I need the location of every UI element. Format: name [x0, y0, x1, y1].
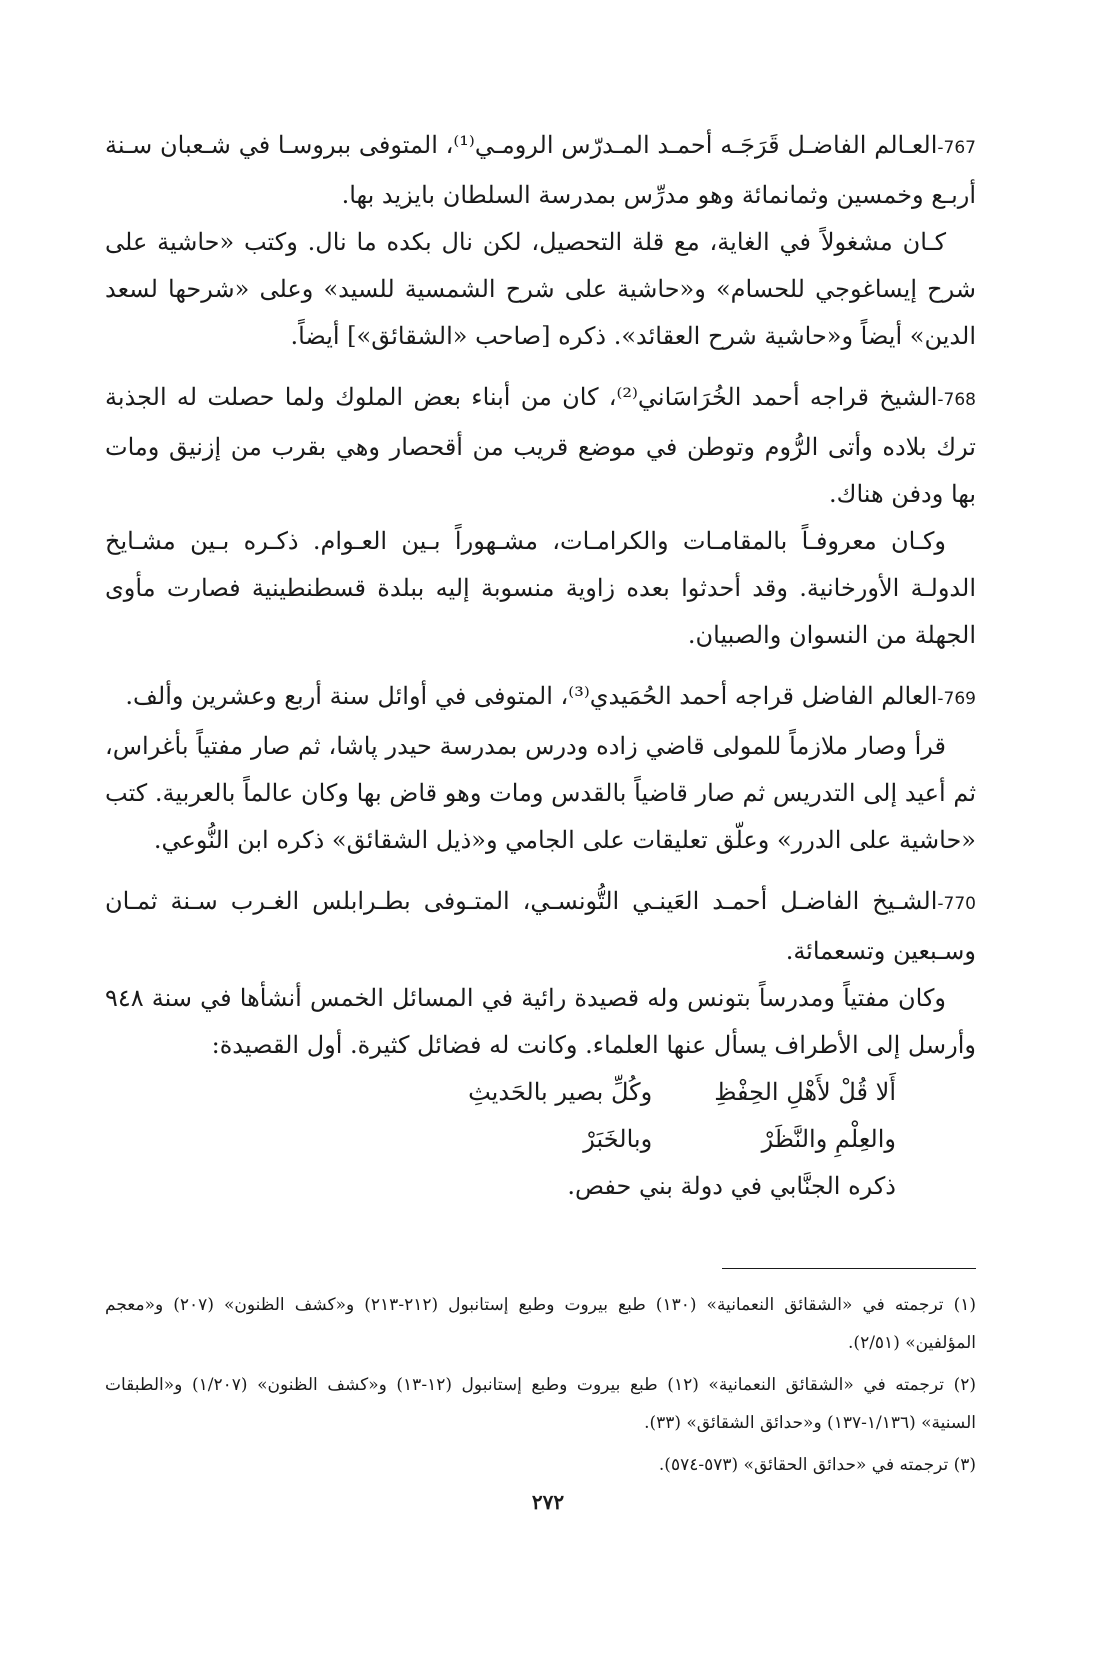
main-text: [105, 122, 976, 1224]
entry-paragraph: كـان مشغولاً في الغاية، مع قلة التحصيل، لكن نال بكده ما نال. وكتب «حاشية على شرح إيساغوجي للحسام» و«حاشية على شرح الشمسية للسيد» وعلى «شرحها لسعد الدين» أيضاً و«حاشية شرح العقائد». ذكره [صاحب «الشقائق»] أيضاً.: [105, 228, 976, 350]
entry-heading: [105, 374, 976, 518]
poem-verse: [456, 1069, 896, 1163]
verse-first-hemistich: أَلا قُلْ لأَهْلِ الحِفْظِ والعِلْمِ والنَّظَرْ: [714, 1078, 896, 1153]
footnotes: [105, 1286, 976, 1488]
entry-paragraph: وكان مفتياً ومدرساً بتونس وله قصيدة رائية في المسائل الخمس أنشأها في سنة ٩٤٨ وأرسل إلى الأطراف يسأل عنها العلماء. وكانت له فضائل كثيرة. أول القصيدة:: [105, 984, 976, 1059]
entry-number: 767-: [937, 138, 976, 158]
entry-heading-text: الشـيخ الفاضـل أحمـد العَينـي التُّونسـي، المتـوفى بطـرابلس الغـرب سـنة ثمـان وسـبعين وتسعمائة.: [105, 887, 976, 965]
footnote: (١) ترجمته في «الشقائق النعمانية» (١٣٠) طبع بيروت وطبع إستانبول (٢١٢-٢١٣) و«كشف الظنون» (٢٠٧) و«معجم المؤلفين» (٢/٥١).: [105, 1295, 976, 1353]
entry-paragraph: وكـان معروفـاً بالمقامـات والكرامـات، مشـهوراً بـين العـوام. ذكـره بـين مشـايخ الدولـة الأورخانية. وقد أحدثوا بعده زاوية منسوبة إليه ببلدة قسطنطينية فصارت مأوى الجهلة من النسوان والصبيان.: [105, 527, 976, 649]
entry-767: [105, 122, 976, 360]
page-number: ٢٧٢: [531, 1490, 565, 1514]
entry-number: 768-: [937, 390, 976, 410]
entry-paragraph: قرأ وصار ملازماً للمولى قاضي زاده ودرس بمدرسة حيدر پاشا، ثم صار مفتياً بأغراس، ثم أعيد إلى التدريس ثم صار قاضياً بالقدس ومات وهو قاض بها وكان عالماً بالعربية. كتب «حاشية على الدرر» وعلّق تعليقات على الجامي و«ذيل الشقائق» ذكره ابن النُّوعي.: [105, 732, 976, 854]
entry-heading: [105, 122, 976, 219]
entry-770: [105, 878, 976, 1210]
entry-heading: [105, 673, 976, 723]
entry-769: [105, 673, 976, 864]
footnote-divider: [722, 1268, 976, 1269]
entry-768: [105, 374, 976, 659]
entry-number: 769-: [937, 689, 976, 709]
footnote: (٢) ترجمته في «الشقائق النعمانية» (١٢) طبع بيروت وطبع إستانبول (١٢-١٣) و«كشف الظنون» (١/٢٠٧) و«الطبقات السنية» (١/١٣٦-١٣٧) و«حدائق الشقائق» (٣٣).: [105, 1375, 976, 1433]
entry-heading-text: العـالم الفاضـل قَرَجَـه أحمـد المـدرّس الرومـي⁽¹⁾، المتوفى ببروسـا في شـعبان سـنة أربـع وخمسين وثمانمائة وهو مدرِّس بمدرسة السلطان بايزيد بها.: [105, 131, 976, 209]
entry-closing-line: ذكره الجنَّابي في دولة بني حفص.: [567, 1172, 896, 1200]
entry-heading-text: العالم الفاضل قراجه أحمد الحُمَيدي⁽³⁾، المتوفى في أوائل سنة أربع وعشرين وألف.: [125, 682, 938, 710]
footnote: (٣) ترجمته في «حدائق الحقائق» (٥٧٣-٥٧٤).: [658, 1455, 976, 1475]
entry-number: 770-: [937, 894, 976, 914]
verse-second-hemistich: وكُلِّ بصير بالحَديثِ وبالخَبَرْ: [468, 1078, 653, 1153]
entry-heading-text: الشيخ قراجه أحمد الخُرَاسَاني⁽²⁾، كان من أبناء بعض الملوك ولما حصلت له الجذبة ترك بلاده وأتى الرُّوم وتوطن في موضع قريب من أقحصار وهي بقرب من إزنيق ومات بها ودفن هناك.: [105, 383, 976, 508]
entry-heading: [105, 878, 976, 975]
